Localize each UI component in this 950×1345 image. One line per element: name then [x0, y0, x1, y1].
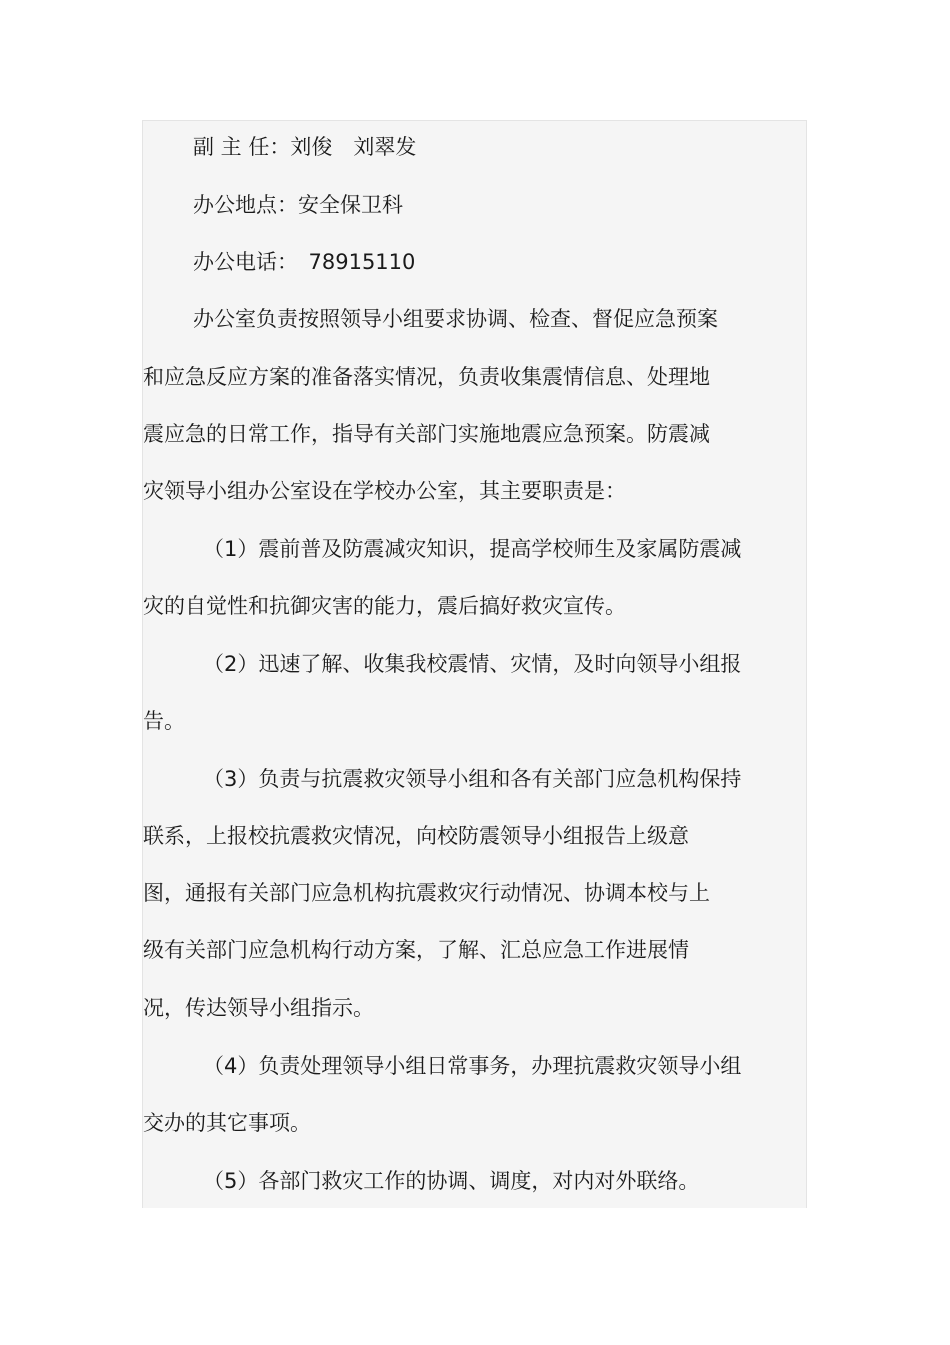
deputy-director-line: 副 主 任：刘俊 刘翠发	[193, 135, 417, 159]
duty-3-line: 级有关部门应急机构行动方案，了解、汇总应急工作进展情	[143, 938, 689, 962]
intro-line: 和应急反应方案的准备落实情况，负责收集震情信息、处理地	[143, 365, 710, 389]
duty-5-line: （5）各部门救灾工作的协调、调度，对内对外联络。	[203, 1169, 700, 1193]
duty-3-line: 图，通报有关部门应急机构抗震救灾行动情况、协调本校与上	[143, 881, 710, 905]
duty-3-line: 况，传达领导小组指示。	[143, 996, 374, 1020]
intro-line: 办公室负责按照领导小组要求协调、检查、督促应急预案	[193, 307, 718, 331]
duty-4-line: 交办的其它事项。	[143, 1111, 311, 1135]
duty-2-line: （2）迅速了解、收集我校震情、灾情，及时向领导小组报	[203, 652, 742, 676]
duty-3-line: 联系，上报校抗震救灾情况，向校防震领导小组报告上级意	[143, 824, 689, 848]
duty-4-line: （4）负责处理领导小组日常事务，办理抗震救灾领导小组	[203, 1054, 742, 1078]
duty-2-line: 告。	[143, 709, 185, 733]
duty-3-line: （3）负责与抗震救灾领导小组和各有关部门应急机构保持	[203, 767, 742, 791]
duty-1-line: （1）震前普及防震减灾知识，提高学校师生及家属防震减	[203, 537, 742, 561]
intro-line: 震应急的日常工作，指导有关部门实施地震应急预案。防震减	[143, 422, 710, 446]
office-location-line: 办公地点：安全保卫科	[193, 193, 403, 217]
duty-1-line: 灾的自觉性和抗御灾害的能力，震后搞好救灾宣传。	[143, 594, 626, 618]
document-page	[142, 120, 807, 1208]
office-phone-line: 办公电话： 78915110	[193, 250, 416, 274]
intro-line: 灾领导小组办公室设在学校办公室，其主要职责是：	[143, 479, 626, 503]
